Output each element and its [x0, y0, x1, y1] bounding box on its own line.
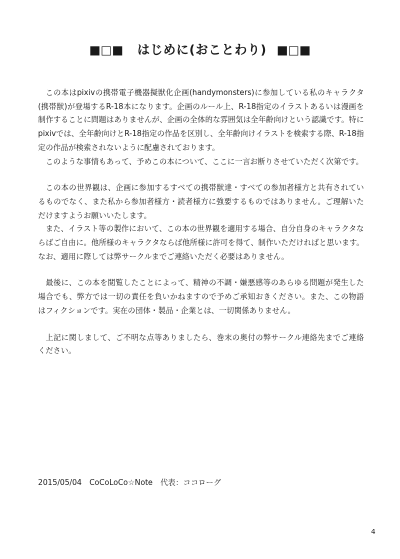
paragraph-disclaimer: 最後に、この本を閲覧したことによって、精神の不調・嫌悪感等のあらゆる問題が発生した場合でも、弊方では一切の責任を負いかねますので予めご承知おきください。また、この物語はフィクションです。実在の団体・製品・企業とは、一切関係ありません。 [38, 278, 364, 315]
paragraph-notice: このような事情もあって、予めこの本について、ここに一言お断りさせていただく次第です。 [45, 156, 364, 166]
page-number: 4 [371, 528, 376, 536]
paragraph-worldview: この本の世界観は、企画に参加するすべての携帯獣達・すべての参加者様方と共有されているものでなく、また私から参加者様方・読者様方に強要するものではありません。ご理解いただけますようお願いいたします。 [38, 183, 364, 220]
paragraph-contact: 上記に関しまして、ご不明な点等ありましたら、巻末の奥付の弊サークル連絡先までご連絡ください。 [38, 332, 364, 356]
paragraph-illustration-use: また、イラスト等の製作において、この本の世界観を適用する場合、自分自身のキャラクタならばご自由に。他所様のキャラクタならば他所様に許可を得て、制作いただければと思います。なお、適用に際しては弊サークルまでご連絡いただく必要はありません。 [38, 224, 364, 261]
paragraph-intro: この本はpixivの携帯電子機器擬獣化企画(handymonsters)に参加している私のキャラクタ(携帯獣)が登場するR-18本になります。企画のルール上、R-18指定のイラストあるいは漫画を制作することに問題はありませんが、企画の全体的な雰囲気は全年齢向けという認識です。特にpixivでは、全年齢向けとR-18指定の作品を区別し、全年齢向けイラストを検索する際、R-18指定の作品が検索されないように配慮されております。 [38, 88, 364, 152]
title-decoration-left: ■□■ [89, 43, 124, 57]
title-decoration-right: ■□■ [276, 43, 311, 57]
page-title [0, 40, 400, 58]
title-text: はじめに(おことわり) [137, 42, 267, 57]
body-text [38, 86, 364, 358]
signature-line: 2015/05/04 CoCoLoCo☆Note 代表：ココローグ [38, 478, 222, 487]
